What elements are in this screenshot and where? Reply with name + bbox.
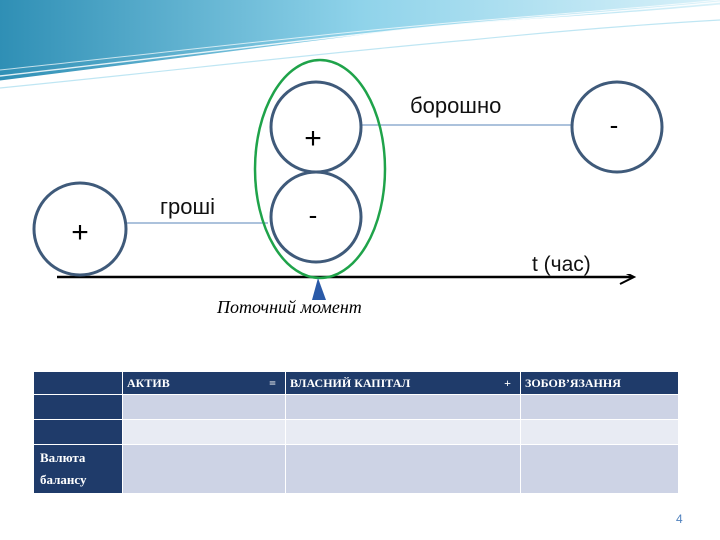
page-number: 4	[676, 512, 683, 526]
header-active-cell	[123, 372, 286, 395]
header-empty-cell	[34, 372, 123, 395]
table-header-row	[34, 372, 679, 395]
time-axis-label: t (час)	[532, 253, 591, 276]
row-label-line1: Валюта	[40, 450, 86, 465]
table-cell-equity	[286, 445, 521, 494]
header-active: АКТИВ	[127, 375, 170, 390]
header-equity-cell	[286, 372, 521, 395]
row-label-line2: балансу	[40, 472, 87, 487]
header-equals: =	[269, 375, 276, 390]
table-row	[34, 395, 679, 420]
flour-minus-sign: -	[609, 110, 619, 140]
center-minus-sign: -	[308, 200, 318, 230]
balance-table	[33, 371, 679, 494]
table-cell-active	[123, 395, 286, 420]
flour-label: борошно	[410, 93, 502, 118]
current-moment-label: Поточний момент	[217, 297, 362, 317]
table-cell-active	[123, 420, 286, 445]
header-liabilities-cell	[521, 372, 679, 395]
header-plus: +	[504, 375, 511, 390]
header-equity: ВЛАСНИЙ КАПІТАЛ	[290, 375, 411, 390]
table-cell-equity	[286, 395, 521, 420]
table-row	[34, 445, 679, 494]
table-cell-liabilities	[521, 420, 679, 445]
money-label: гроші	[160, 194, 216, 219]
table-cell-liabilities	[521, 445, 679, 494]
money-plus-sign: +	[71, 216, 89, 249]
table-cell-active	[123, 445, 286, 494]
center-plus-sign: +	[304, 122, 322, 155]
header-liabilities: ЗОБОВ’ЯЗАННЯ	[525, 375, 621, 390]
table-cell-liabilities	[521, 395, 679, 420]
table-row	[34, 420, 679, 445]
row-label-balance-currency	[34, 445, 123, 494]
row-label	[34, 420, 123, 445]
table-cell-equity	[286, 420, 521, 445]
row-label	[34, 395, 123, 420]
